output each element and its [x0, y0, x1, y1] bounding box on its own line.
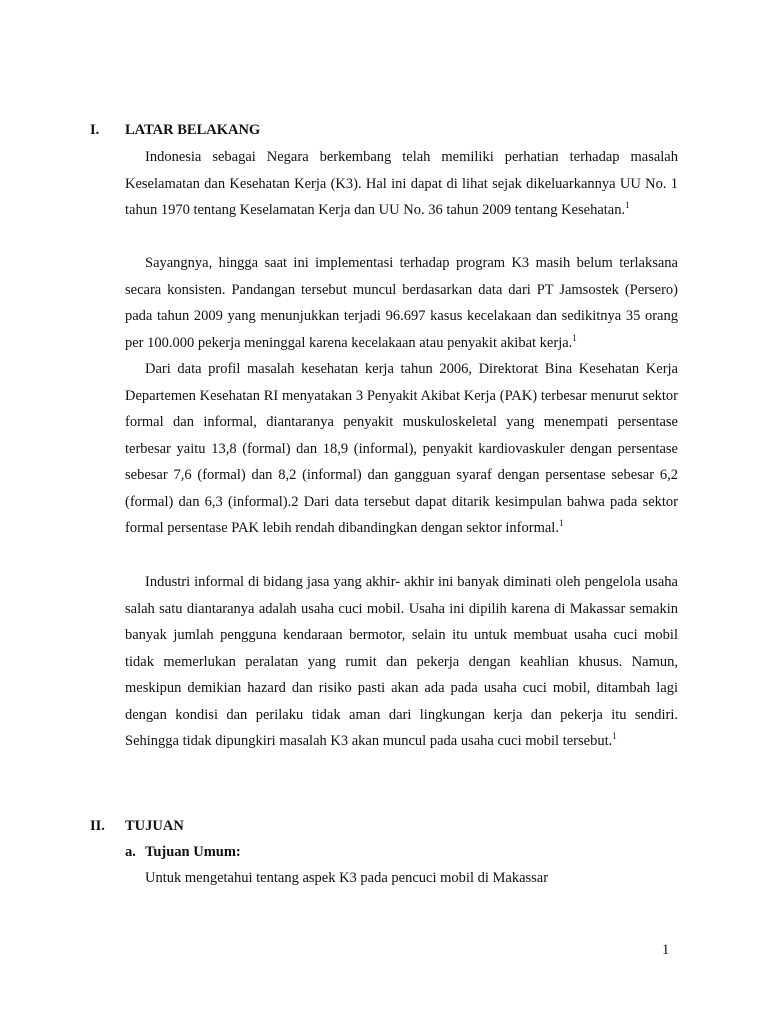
- section-2-title: TUJUAN: [125, 818, 184, 834]
- footnote-ref: 1: [558, 518, 564, 529]
- paragraph-4: Industri informal di bidang jasa yang akhir- akhir ini banyak diminati oleh pengelola usaha salah satu diantaranya adalah usaha cuci mobil. Usaha ini dipilih karena di Makassar semakin banyak jumlah pengguna kendaraan bermotor, selain itu untuk membuat usaha cuci mobil tidak memerlukan peralatan yang rumit dan pekerja dengan keahlian khusus. Namun, meskipun demikian hazard dan risiko pasti akan ada pada usaha cuci mobil, ditambah lagi dengan kondisi dan perilaku tidak aman dari lingkungan kerja dan pekerja itu sendiri. Sehingga tidak dipungkiri masalah K3 akan muncul pada usaha cuci mobil tersebut.$^1$: [125, 574, 678, 749]
- subsection-a-text: Untuk mengetahui tentang aspek K3 pada pencuci mobil di Makassar: [145, 870, 549, 886]
- footnote-ref: 1: [612, 731, 617, 742]
- paragraph-3: Dari data profil masalah kesehatan kerja tahun 2006, Direktorat Bina Kesehatan Kerja Departemen Kesehatan RI menyatakan 3 Penyakit Akibat Kerja (PAK) terbesar menurut sektor formal dan informal, diantaranya penyakit muskuloskeletal yang menempati persentase terbesar yaitu 13,8 (formal) dan 18,9 (informal), penyakit kardiovaskuler dengan persentase sebesar 7,6 (formal) dan 8,2 (informal) dan gangguan syaraf dengan persentase sebesar 6,2 (formal) dan 6,3 (informal).2 Dari data tersebut dapat ditarik kesimpulan bahwa pada sektor formal persentase PAK lebih rendah dibandingkan dengan sektor informal.$^1$: [125, 361, 678, 536]
- section-2-number: II.: [90, 818, 105, 834]
- subsection-a-letter: a.: [125, 844, 136, 860]
- section-1-title: LATAR BELAKANG: [125, 122, 261, 138]
- paragraph-1: Indonesia sebagai Negara berkembang telah memiliki perhatian terhadap masalah Keselamatan dan Kesehatan Kerja (K3). Hal ini dapat di lihat sejak dikeluarkannya UU No. 1 tahun 1970 tentang Keselamatan Kerja dan UU No. 36 tahun 2009 tentang Kesehatan.$^1$: [125, 149, 678, 218]
- section-1-number: I.: [90, 122, 100, 138]
- footnote-ref: 1: [572, 332, 577, 343]
- paragraph-2: Sayangnya, hingga saat ini implementasi terhadap program K3 masih belum terlaksana secara konsisten. Pandangan tersebut muncul berdasarkan data dari PT Jamsostek (Persero) pada tahun 2009 yang menunjukkan terjadi 96.697 kasus kecelakaan dan sedikitnya 35 orang per 100.000 pekerja meninggal karena kecelakaan atau penyakit akibat kerja.$^1$: [125, 255, 678, 351]
- page-number: 1: [662, 942, 670, 958]
- subsection-a-title: Tujuan Umum:: [145, 844, 241, 860]
- subsection-a-heading: [125, 842, 241, 862]
- footnote-ref: 1: [625, 200, 630, 211]
